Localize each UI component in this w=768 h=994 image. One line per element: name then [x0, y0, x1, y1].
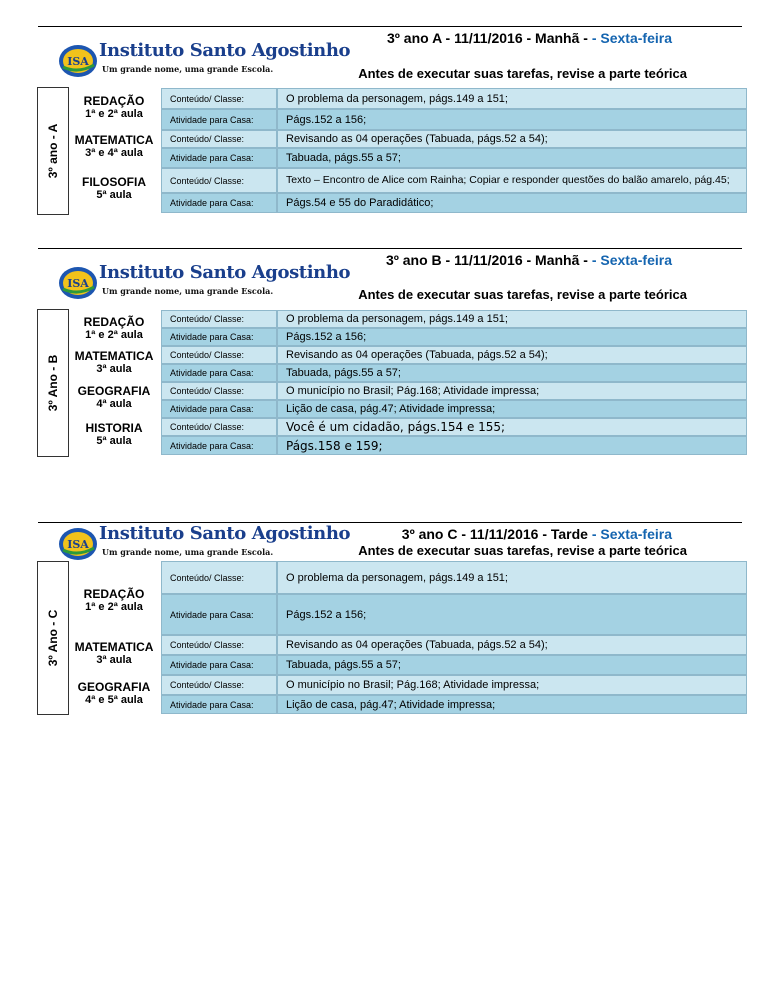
section-c-subtitle: Antes de executar suas tarefas, revise a parte teórica [358, 543, 687, 558]
row-value: Págs.152 a 156; [277, 594, 747, 635]
section-a-day: - Sexta-feira [591, 30, 672, 46]
svg-text:ISA: ISA [67, 538, 89, 551]
row-label: Conteúdo/ Classe: [161, 561, 277, 594]
subject-matematica: MATEMATICA 3ª aula [74, 640, 154, 666]
row-label: Conteúdo/ Classe: [161, 130, 277, 148]
row-label: Atividade para Casa: [161, 436, 277, 455]
row-label: Atividade para Casa: [161, 148, 277, 168]
isa-badge-icon [58, 43, 100, 79]
subject-filosofia: FILOSOFIA 5ª aula [82, 175, 146, 201]
row-label: Atividade para Casa: [161, 364, 277, 382]
row-value: Texto – Encontro de Alice com Rainha; Copiar e responder questões do balão amarelo, pág.45; [277, 168, 747, 193]
section-b-title: 3º ano B - 11/11/2016 - Manhã - - Sexta-feira [385, 252, 672, 268]
row-label: Conteúdo/ Classe: [161, 346, 277, 364]
row-value: Tabuada, págs.55 a 57; [277, 364, 747, 382]
section-a-side-label: 3º ano - A [37, 87, 69, 215]
section-b-side-label: 3º Ano - B [37, 309, 69, 457]
row-value: Tabuada, págs.55 a 57; [277, 655, 747, 675]
row-label: Atividade para Casa: [161, 328, 277, 346]
row-label: Conteúdo/ Classe: [161, 675, 277, 695]
svg-text:ISA: ISA [67, 55, 89, 68]
subject-geografia: GEOGRAFIA 4ª aula [77, 384, 151, 410]
school-logo: ISA Instituto Santo Agostinho Um grande nome, uma grande Escola. [58, 526, 274, 560]
row-value: Págs.158 e 159; [277, 436, 747, 455]
row-value: Revisando as 04 operações (Tabuada, págs.52 a 54); [277, 635, 747, 655]
subject-geografia: GEOGRAFIA 4ª e 5ª aula [77, 680, 151, 706]
section-c-title: 3º ano C - 11/11/2016 - Tarde - Sexta-feira [401, 526, 672, 542]
subject-redacao: REDAÇÃO 1ª e 2ª aula [83, 315, 145, 341]
row-value: O município no Brasil; Pág.168; Atividade impressa; [277, 382, 747, 400]
isa-badge-icon [58, 265, 100, 301]
school-logo: ISA Instituto Santo Agostinho Um grande nome, uma grande Escola. [58, 43, 274, 77]
row-value: Lição de casa, pág.47; Atividade impressa; [277, 695, 747, 714]
row-label: Conteúdo/ Classe: [161, 310, 277, 328]
row-value: Págs.54 e 55 do Paradidático; [277, 193, 747, 213]
section-a-subtitle: Antes de executar suas tarefas, revise a parte teórica [358, 66, 687, 81]
subject-redacao: REDAÇÃO 1ª e 2ª aula [83, 587, 145, 613]
row-label: Conteúdo/ Classe: [161, 88, 277, 109]
row-label: Atividade para Casa: [161, 193, 277, 213]
row-label: Atividade para Casa: [161, 400, 277, 418]
row-value: Lição de casa, pág.47; Atividade impressa; [277, 400, 747, 418]
row-value: Págs.152 a 156; [277, 328, 747, 346]
subject-matematica: MATEMATICA 3ª e 4ª aula [74, 133, 154, 159]
isa-badge-icon [58, 526, 100, 562]
row-value: O problema da personagem, págs.149 a 151; [277, 561, 747, 594]
row-label: Atividade para Casa: [161, 109, 277, 130]
section-b-day: - Sexta-feira [591, 252, 672, 268]
subject-redacao: REDAÇÃO 1ª e 2ª aula [83, 94, 145, 120]
section-b-subtitle: Antes de executar suas tarefas, revise a parte teórica [358, 287, 687, 302]
row-label: Atividade para Casa: [161, 594, 277, 635]
row-label: Conteúdo/ Classe: [161, 635, 277, 655]
row-value: Págs.152 a 156; [277, 109, 747, 130]
row-value: Revisando as 04 operações (Tabuada, págs.52 a 54); [277, 130, 747, 148]
row-value: O município no Brasil; Pág.168; Atividade impressa; [277, 675, 747, 695]
subject-historia: HISTORIA 5ª aula [85, 421, 143, 447]
row-label: Atividade para Casa: [161, 655, 277, 675]
row-label: Atividade para Casa: [161, 695, 277, 714]
row-label: Conteúdo/ Classe: [161, 168, 277, 193]
subject-matematica: MATEMATICA 3ª aula [74, 349, 154, 375]
row-value: O problema da personagem, págs.149 a 151; [277, 310, 747, 328]
row-label: Conteúdo/ Classe: [161, 382, 277, 400]
row-value: Tabuada, págs.55 a 57; [277, 148, 747, 168]
row-value: Revisando as 04 operações (Tabuada, págs.52 a 54); [277, 346, 747, 364]
school-logo: ISA Instituto Santo Agostinho Um grande nome, uma grande Escola. [58, 265, 274, 299]
section-a-title: 3º ano A - 11/11/2016 - Manhã - - Sexta-feira [387, 30, 672, 46]
section-c-day: - Sexta-feira [591, 526, 672, 542]
svg-text:ISA: ISA [67, 277, 89, 290]
row-value: O problema da personagem, págs.149 a 151; [277, 88, 747, 109]
section-c-side-label: 3º Ano - C [37, 561, 69, 715]
row-label: Conteúdo/ Classe: [161, 418, 277, 436]
row-value: Você é um cidadão, págs.154 e 155; [277, 418, 747, 436]
